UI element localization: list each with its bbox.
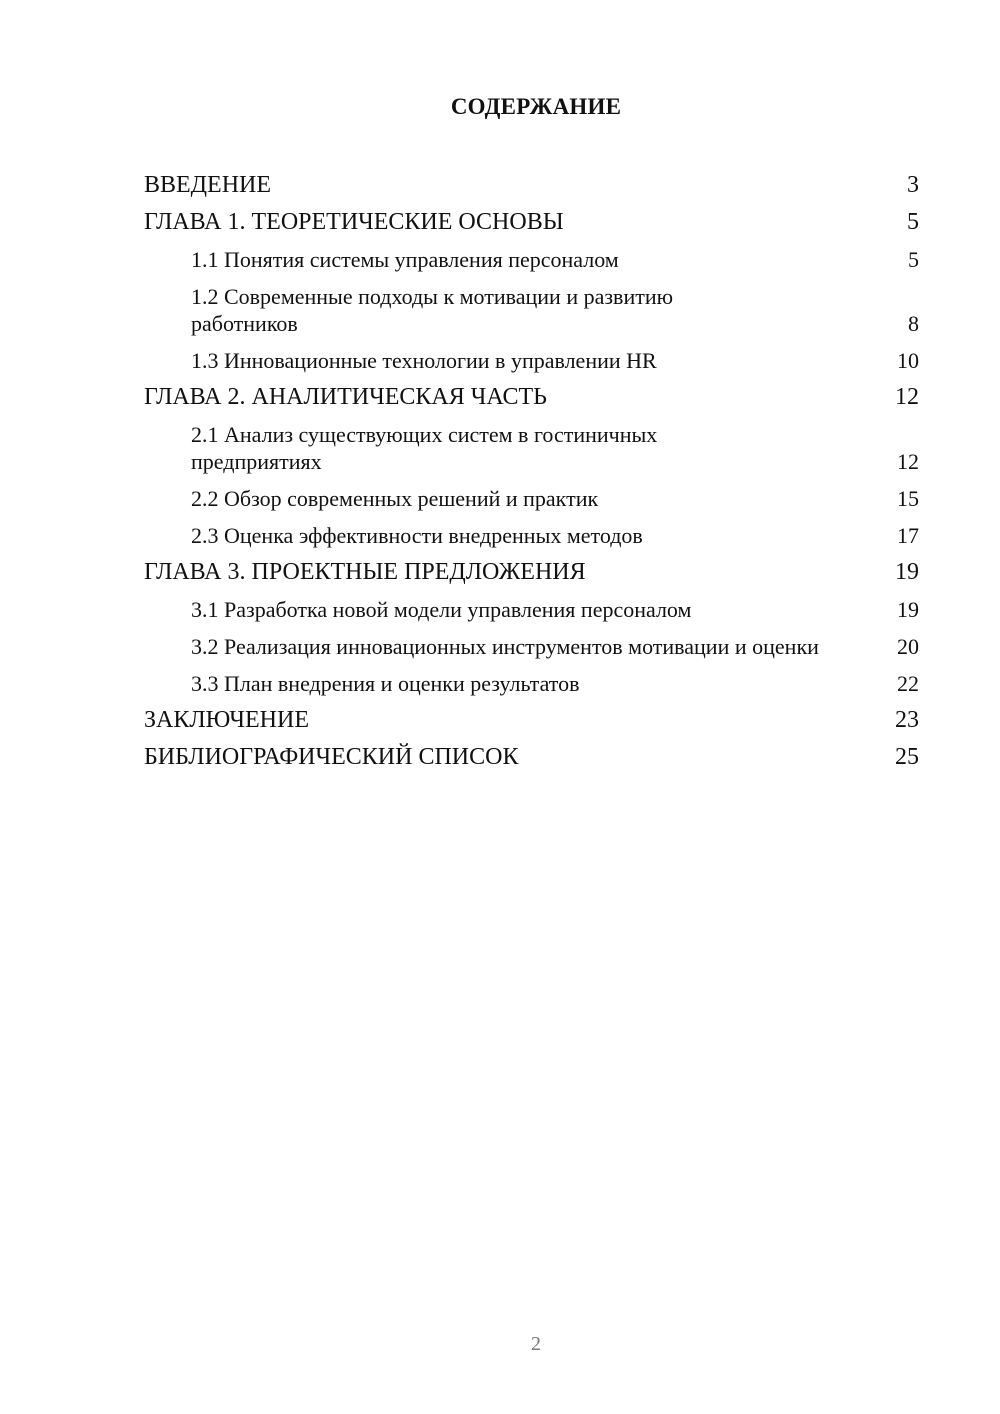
toc-entry-text: 2.3 Оценка эффективности внедренных методов: [191, 523, 643, 548]
toc-entry-page: 3: [907, 172, 919, 198]
toc-entry-text: 1.2 Современные подходы к мотивации и развитию работников: [191, 284, 674, 336]
toc-entry-section-2-2[interactable]: [144, 481, 919, 518]
toc-entry-text: 1.3 Инновационные технологии в управлении HR: [191, 348, 657, 373]
toc-entry-section-2-1[interactable]: [144, 417, 919, 481]
toc-entry-text: 2.2 Обзор современных решений и практик: [191, 486, 599, 511]
toc-entry-page: 17: [897, 523, 919, 548]
toc-entry-page: 5: [908, 247, 919, 272]
toc-entry-page: 22: [897, 671, 919, 696]
page-number: 2: [531, 1333, 541, 1355]
toc-entry-text: БИБЛИОГРАФИЧЕСКИЙ СПИСОК: [144, 744, 519, 770]
toc-entry-page: 5: [907, 209, 919, 235]
toc-entry-section-2-3[interactable]: [144, 518, 919, 555]
toc-entry-chapter-3[interactable]: [144, 555, 919, 592]
toc-entry-page: 15: [897, 486, 919, 511]
toc-entry-text: ГЛАВА 1. ТЕОРЕТИЧЕСКИЕ ОСНОВЫ: [144, 209, 564, 235]
toc-entry-page: 19: [895, 559, 919, 585]
toc-entry-text: 1.1 Понятия системы управления персоналом: [191, 247, 619, 272]
toc-entry-page: 10: [897, 348, 919, 373]
toc-entry-text: 2.1 Анализ существующих систем в гостиничных предприятиях: [191, 422, 658, 474]
toc-entry-text: ЗАКЛЮЧЕНИЕ: [144, 707, 309, 733]
toc-entry-page: 20: [897, 634, 919, 659]
toc-entry-page: 8: [908, 311, 919, 336]
toc-entry-page: 19: [897, 597, 919, 622]
toc-entry-text: ВВЕДЕНИЕ: [144, 172, 272, 198]
toc-entry-section-1-1[interactable]: [144, 242, 919, 279]
toc-entry-page: 23: [895, 707, 919, 733]
toc-entry-text: 3.3 План внедрения и оценки результатов: [191, 671, 580, 696]
toc-entry-section-3-3[interactable]: [144, 666, 919, 703]
toc-entry-text: 3.2 Реализация инновационных инструментов мотивации и оценки: [191, 634, 819, 659]
toc-entry-chapter-2[interactable]: [144, 380, 919, 417]
toc-entry-text: ГЛАВА 3. ПРОЕКТНЫЕ ПРЕДЛОЖЕНИЯ: [144, 559, 586, 585]
toc-entry-conclusion[interactable]: [144, 703, 919, 740]
table-of-contents: [144, 168, 919, 777]
toc-entry-section-1-3[interactable]: [144, 343, 919, 380]
toc-entry-page: 25: [895, 744, 919, 770]
page-title: СОДЕРЖАНИЕ: [450, 94, 622, 119]
toc-entry-introduction[interactable]: [144, 168, 919, 205]
toc-entry-section-3-1[interactable]: [144, 592, 919, 629]
toc-entry-text: ГЛАВА 2. АНАЛИТИЧЕСКАЯ ЧАСТЬ: [144, 384, 547, 410]
toc-entry-page: 12: [897, 449, 919, 474]
toc-entry-section-3-2[interactable]: [144, 629, 919, 666]
toc-entry-page: 12: [895, 384, 919, 410]
toc-entry-chapter-1[interactable]: [144, 205, 919, 242]
toc-entry-bibliography[interactable]: [144, 740, 919, 777]
toc-entry-text: 3.1 Разработка новой модели управления персоналом: [191, 597, 692, 622]
toc-entry-section-1-2[interactable]: [144, 279, 919, 343]
